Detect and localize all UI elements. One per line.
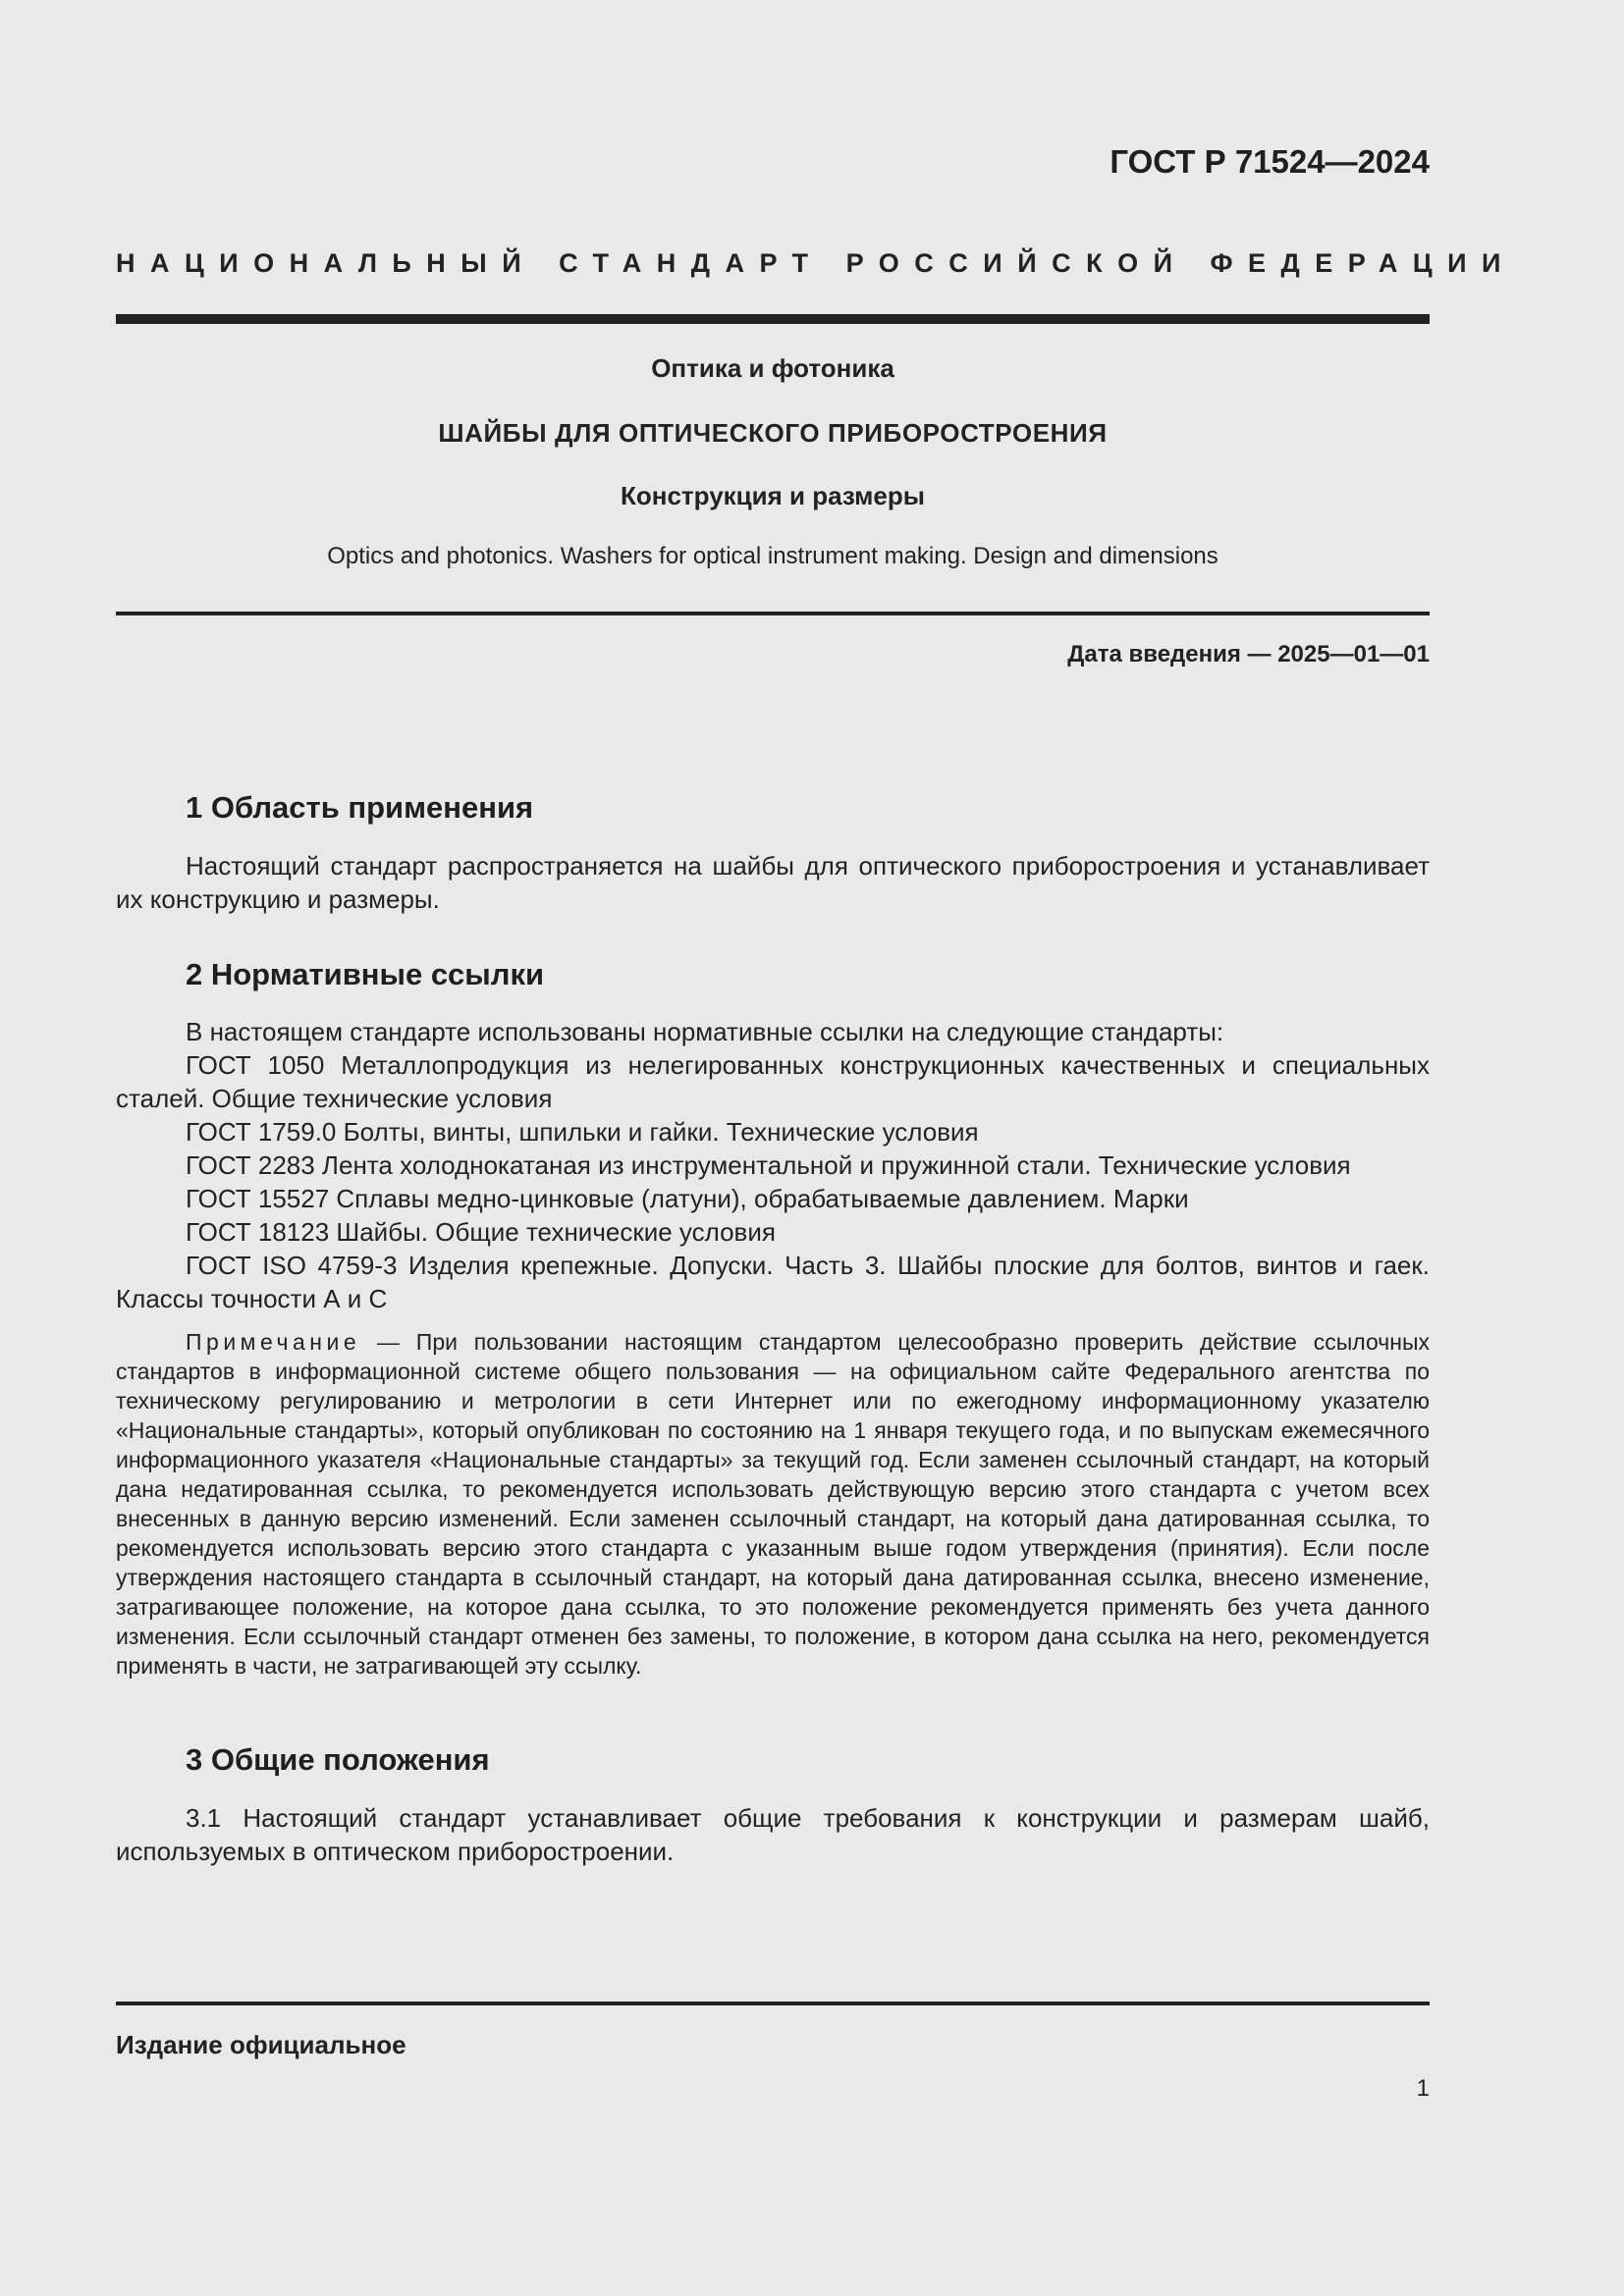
reference-item: ГОСТ 18123 Шайбы. Общие технические условия: [186, 1217, 776, 1247]
section-1-body: Настоящий стандарт распространяется на шайбы для оптического приборостроения и устанавливает их конструкцию и размеры.: [116, 851, 1430, 914]
section-2-heading: 2 Нормативные ссылки: [186, 957, 545, 991]
references-list: [116, 1015, 1430, 1315]
note-label: Примечание: [186, 1329, 361, 1355]
note-text: — При пользовании настоящим стандартом целесообразно проверить действие ссылочных стандартов в информационной системе общего пользования — на официальном сайте Федерального агентства по техническому регулированию и метрологии в сети Интернет или по ежегодному информационному указателю «Национальные стандарты», который опубликован по состоянию на 1 января текущего года, и по выпускам ежемесячного информационного указателя «Национальные стандарты» за текущий год. Если заменен ссылочный стандарт, на который дана недатированная ссылка, то рекомендуется использовать действующую версию этого стандарта с учетом всех внесенных в данную версию изменений. Если заменен ссылочный стандарт, на который дана датированная ссылка, то рекомендуется использовать версию этого стандарта с указанным выше годом утверждения (принятия). Если после утверждения настоящего стандарта в ссылочный стандарт, на который дана датированная ссылка, внесено изменение, затрагивающее положение, на которое дана ссылка, то это положение рекомендуется применять без учета данного изменения. Если ссылочный стандарт отменен без замены, то положение, в котором дана ссылка на него, рекомендуется применять в части, не затрагивающей эту ссылку.: [116, 1329, 1430, 1679]
section-3-body: 3.1 Настоящий стандарт устанавливает общие требования к конструкции и размерам шайб, используемых в оптическом приборостроении.: [116, 1803, 1430, 1866]
reference-item: ГОСТ 15527 Сплавы медно-цинковые (латуни), обрабатываемые давлением. Марки: [186, 1184, 1189, 1213]
document-subtitle: Конструкция и размеры: [621, 481, 925, 510]
official-edition-label: Издание официальное: [116, 2030, 406, 2059]
section-3-text: [116, 1801, 1430, 1868]
title-rule: [116, 612, 1430, 615]
section-1-text: [116, 849, 1430, 916]
introduction-date: Дата введения — 2025—01—01: [1067, 641, 1430, 667]
reference-item: ГОСТ ISO 4759-3 Изделия крепежные. Допуски. Часть 3. Шайбы плоские для болтов, винтов и гаек. Классы точности А и С: [116, 1251, 1430, 1313]
references-note: [116, 1327, 1430, 1681]
reference-item: ГОСТ 2283 Лента холоднокатаная из инструментальной и пружинной стали. Технические условия: [186, 1150, 1351, 1180]
standard-field: Оптика и фотоника: [651, 353, 894, 383]
reference-item: ГОСТ 1050 Металлопродукция из нелегированных конструкционных качественных и специальных сталей. Общие технические условия: [116, 1050, 1430, 1113]
footer-rule: [116, 2002, 1430, 2005]
header-rule: [116, 314, 1430, 324]
section-3-heading: 3 Общие положения: [186, 1742, 490, 1777]
national-standard-banner: НАЦИОНАЛЬНЫЙ СТАНДАРТ РОССИЙСКОЙ ФЕДЕРАЦИИ: [116, 248, 1516, 278]
section-1-heading: 1 Область применения: [186, 790, 534, 825]
references-intro: В настоящем стандарте использованы нормативные ссылки на следующие стандарты:: [186, 1017, 1224, 1046]
page-number: 1: [1416, 2075, 1430, 2102]
english-title: Optics and photonics. Washers for optical instrument making. Design and dimensions: [327, 543, 1218, 569]
document-number: ГОСТ Р 71524—2024: [1110, 143, 1430, 180]
document-title: ШАЙБЫ ДЛЯ ОПТИЧЕСКОГО ПРИБОРОСТРОЕНИЯ: [438, 418, 1108, 448]
reference-item: ГОСТ 1759.0 Болты, винты, шпильки и гайки. Технические условия: [186, 1117, 979, 1147]
